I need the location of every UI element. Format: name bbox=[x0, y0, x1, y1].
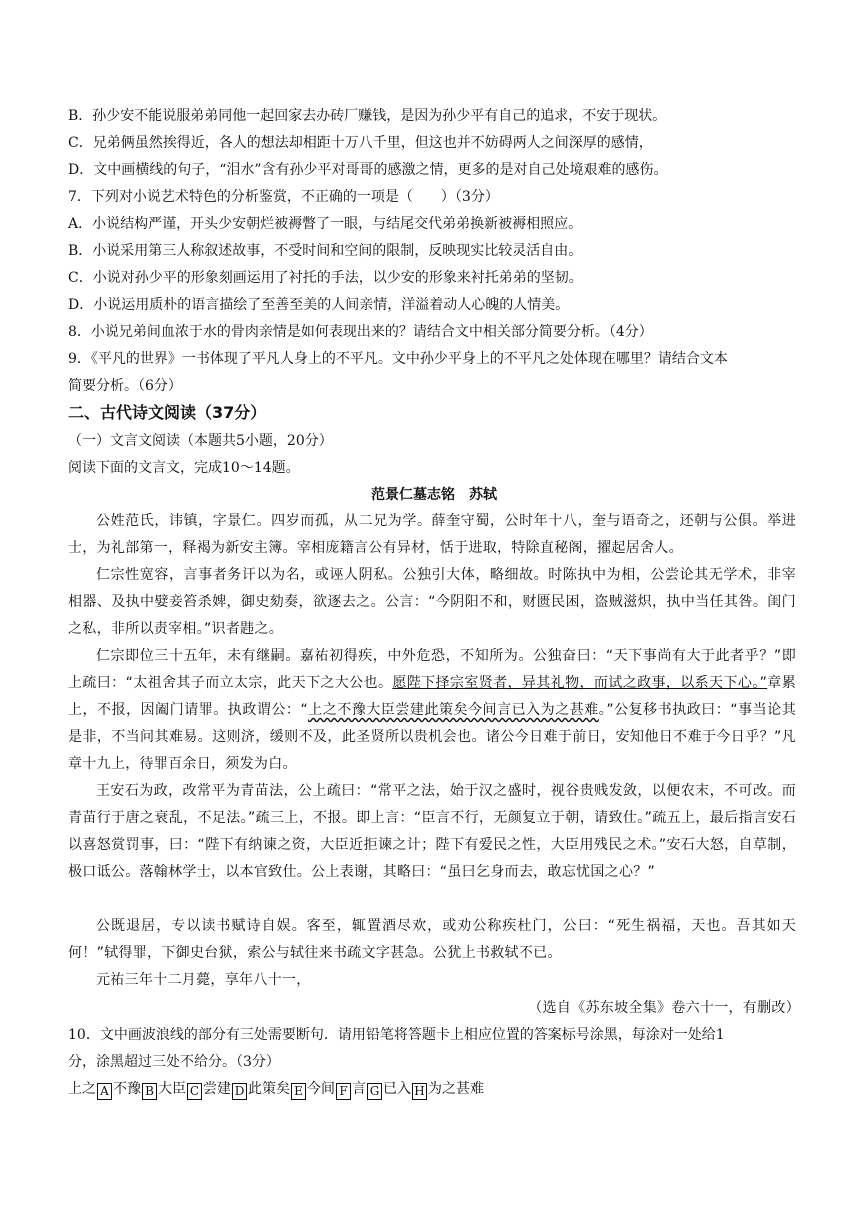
option-box[interactable]: B bbox=[142, 1083, 157, 1100]
article-paragraph-5: 公既退居，专以读书赋诗自娱。客至，辄置酒尽欢，或劝公称疾杜门，公曰：“死生祸福，天也。吾其如天何！”轼得罪，下御史台狱，索公与轼往来书疏文字甚急。公犹上书救轼不已。 bbox=[68, 918, 796, 961]
article-paragraph-6: 元祐三年十二月薨，享年八十一， bbox=[96, 972, 311, 988]
segment-text: 尝建 bbox=[203, 1081, 231, 1097]
option-box[interactable]: E bbox=[291, 1083, 306, 1100]
article-paragraph-2: 仁宗性宽容，言事者务讦以为名，或诬人阴私。公独引大体，略细故。时陈执中为相，公尝论其无学术，非宰相器、及执中嬖妾笞杀婢，御史劾奏，欲逐去之。公言：“今阴阳不和，财匮民困，盗贼滋炽，执中当任其咎。闺门之私，非所以责宰相。”识者韪之。 bbox=[68, 567, 796, 637]
underlined-sentence: 愿陛下择宗室贤者，异其礼物，而试之政事，以系天下心。” bbox=[392, 675, 768, 691]
option-box[interactable]: D bbox=[232, 1083, 247, 1100]
article-paragraph-3 bbox=[68, 643, 796, 778]
section-instruction: 阅读下面的文言文，完成10～14题。 bbox=[68, 460, 300, 476]
option-box[interactable]: C bbox=[187, 1083, 202, 1100]
q7-stem: 7．下列对小说艺术特色的分析鉴赏，不正确的一项是（ ）（3分） bbox=[68, 189, 499, 205]
option-box[interactable]: A bbox=[97, 1083, 112, 1100]
option-box[interactable]: G bbox=[367, 1083, 382, 1100]
option-box[interactable]: H bbox=[412, 1083, 427, 1100]
article-paragraph-3-part-3: 。”公复移书执政曰：“事当论其是非，不当问其难易。这则济，缓则不及，此圣贤所以贵机会也。诸公今日难于前日，安知他日不难于今日乎？”凡章十九上，待罪百余日，须发为白。 bbox=[68, 702, 796, 772]
article-paragraph-4: 王安石为政，改常平为青苗法，公上疏曰：“常平之法，始于汉之盛时，视谷贵贱发敛，以便农末，不可改。而青苗行于唐之衰乱，不足法。”疏三上，不报。即上言：“臣言不行，无颜复立于朝，请致仕。”疏五上，最后指言安石以喜怒赏罚事，曰：“陛下有纳谏之资，大臣近拒谏之计；陛下有爱民之性，大臣用残民之术。”安石大怒，自草制，极口诋公。落翰林学士，以本官致仕。公上表谢，其略曰：“虽曰乞身而去，敢忘忧国之心？” bbox=[68, 783, 796, 880]
q6-option-b: B．孙少安不能说服弟弟同他一起回家去办砖厂赚钱，是因为孙少平有自己的追求，不安于现状。 bbox=[68, 108, 667, 124]
segment-text: 为之甚难 bbox=[428, 1081, 484, 1097]
section-subtitle: （一）文言文阅读（本题共5小题，20分） bbox=[68, 433, 333, 449]
article-title: 范景仁墓志铭 苏轼 bbox=[371, 487, 497, 503]
q6-option-d: D．文中画横线的句子，“泪水”含有孙少平对哥哥的感激之情，更多的是对自己处境艰难的感伤。 bbox=[68, 162, 668, 178]
article-paragraph-3-part-1: 仁宗即位三十五年，未有继嗣。嘉祐初得疾，中外危恐，不知所为。公独奋曰：“天下事尚有大于此者乎？”即上疏曰：“太祖舍其子而立太宗，此天下之大公也。 bbox=[68, 648, 796, 691]
q9-stem-line1: 9．《平凡的世界》一书体现了平凡人身上的不平凡。文中孙少平身上的不平凡之处体现在哪里？请结合文本 bbox=[68, 351, 728, 367]
q10-answer-options bbox=[68, 1079, 800, 1100]
segment-text: 言 bbox=[352, 1081, 366, 1097]
q10-stem-line2: 分，涂黑超过三处不给分。（3分） bbox=[68, 1054, 280, 1070]
article-paragraph-3-part-2: 章累上，不报，因阖门请罪。执政谓公：“ bbox=[68, 675, 796, 718]
wavy-underlined-passage: 上之不豫大臣尝建此策矣今间言已入为之甚难 bbox=[308, 702, 599, 718]
q6-option-c: C．兄弟俩虽然挨得近，各人的想法却相距十万八千里，但这也并不妨碍两人之间深厚的感情， bbox=[68, 135, 653, 151]
segment-text: 不豫 bbox=[113, 1081, 141, 1097]
q7-option-d: D．小说运用质朴的语言描绘了至善至美的人间亲情，洋溢着动人心魄的人情美。 bbox=[68, 297, 570, 313]
q7-option-b: B．小说采用第三人称叙述故事，不受时间和空间的限制，反映现实比较灵活自由。 bbox=[68, 243, 583, 259]
q7-option-c: C．小说对孙少平的形象刻画运用了衬托的手法，以少安的形象来衬托弟弟的坚韧。 bbox=[68, 270, 583, 286]
segment-text: 今间 bbox=[307, 1081, 335, 1097]
segment-text: 上之 bbox=[68, 1081, 96, 1097]
q9-stem-line2: 简要分析。（6分） bbox=[68, 378, 182, 394]
q7-option-a: A．小说结构严谨，开头少安朝烂被褥瞥了一眼，与结尾交代弟弟换新被褥相照应。 bbox=[68, 216, 583, 232]
segment-text: 大臣 bbox=[158, 1081, 186, 1097]
q10-stem-line1: 10．文中画波浪线的部分有三处需要断句．请用铅笔将答题卡上相应位置的答案标号涂黑，每涂对一处给1 bbox=[68, 1027, 725, 1043]
section-title: 二、古代诗文阅读（37分） bbox=[68, 403, 267, 422]
segment-text: 此策矣 bbox=[248, 1081, 290, 1097]
article-paragraph-1: 公姓范氏，讳镇，字景仁。四岁而孤，从二兄为学。薛奎守蜀，公时年十八，奎与语奇之，还朝与公俱。举进士，为礼部第一，释褐为新安主簿。宰相庞籍言公有异材，恬于进取，特除直秘阁，擢起居舍人。 bbox=[68, 513, 796, 556]
option-box[interactable]: F bbox=[336, 1083, 351, 1100]
article-source: （选自《苏东坡全集》卷六十一，有删改） bbox=[528, 1000, 800, 1016]
segment-text: 已入 bbox=[383, 1081, 411, 1097]
q8-stem: 8．小说兄弟间血浓于水的骨肉亲情是如何表现出来的？请结合文中相关部分简要分析。（4分） bbox=[68, 324, 653, 340]
